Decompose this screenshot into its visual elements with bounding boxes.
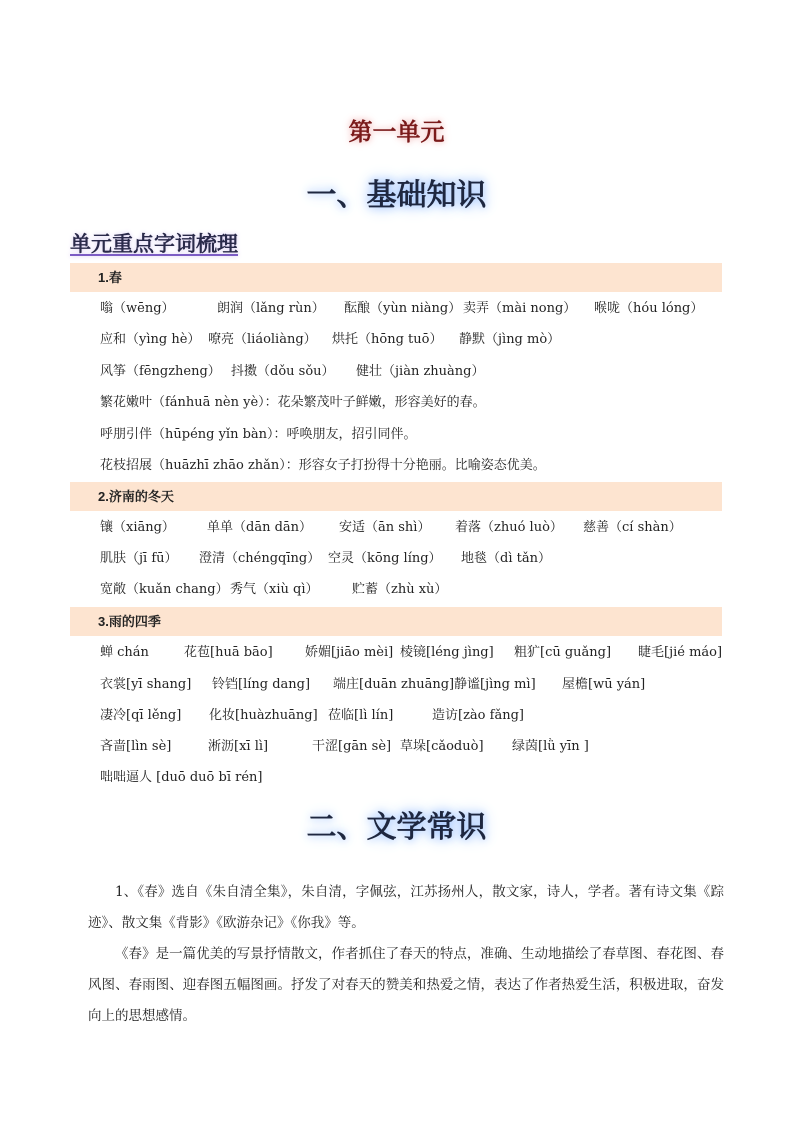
vocab-item: 朗润（lǎng rùn）: [217, 301, 325, 316]
vocab-item: 嘹亮（liáoliàng）: [208, 332, 317, 347]
vocab-item: 粗犷[cū guǎng]: [514, 645, 612, 660]
vocab-item: 宽敞（kuǎn chang）: [100, 582, 229, 597]
vocab-item: 肌肤（jī fū）: [100, 551, 178, 566]
vocab-item: 咄咄逼人 [duō duō bī rén]: [100, 770, 263, 785]
vocab-item: 端庄[duān zhuāng]: [333, 677, 455, 692]
vocab-item: 蝉 chán: [100, 645, 149, 660]
vocab-item: 娇媚[jiāo mèi]: [305, 645, 394, 660]
vocab-item: 卖弄（mài nong）: [463, 301, 577, 316]
vocab-item: 秀气（xiù qì）: [230, 582, 319, 597]
vocab-item: 静默（jìng mò）: [459, 332, 561, 347]
vocab-item: 着落（zhuó luò）: [455, 520, 563, 535]
vocab-item: 铃铛[líng dang]: [212, 677, 311, 692]
group-header-spring: 1.春: [70, 263, 722, 292]
vocab-item: 化妆[huàzhuāng]: [209, 708, 318, 723]
vocab-item: 酝酿（yùn niàng）: [344, 301, 462, 316]
vocab-item: 单单（dān dān）: [207, 520, 313, 535]
vocab-item: 凄冷[qī lěng]: [100, 708, 182, 723]
vocab-item: 贮蓄（zhù xù）: [352, 582, 448, 597]
vocab-item: 烘托（hōng tuō）: [332, 332, 443, 347]
vocab-item: 屋檐[wū yán]: [562, 677, 646, 692]
vocab-item: 嗡（wēng）: [100, 301, 175, 316]
vocab-item: 造访[zào fǎng]: [432, 708, 524, 723]
vocab-item: 抖擞（dǒu sǒu）: [231, 364, 335, 379]
vocab-item: 喉咙（hóu lóng）: [594, 301, 704, 316]
vocab-item: 慈善（cí shàn）: [583, 520, 682, 535]
vocab-item: 草垛[cǎoduò]: [400, 739, 484, 754]
vocab-item: 干涩[gān sè]: [312, 739, 392, 754]
literary-paragraph: 《春》是一篇优美的写景抒情散文，作者抓住了春天的特点，准确、生动地描绘了春草图、春花图、春风图、春雨图、迎春图五幅图画。抒发了对春天的赞美和热爱之情，表达了作者热爱生活，积极进取，奋发向上的思想感情。: [88, 946, 724, 1024]
vocab-item: 健壮（jiàn zhuàng）: [356, 364, 485, 379]
section-title-basic-knowledge: 一、基础知识: [306, 178, 487, 213]
unit-title: 第一单元: [348, 118, 445, 146]
vocab-item: 应和（yìng hè）: [100, 332, 201, 347]
vocab-item: 地毯（dì tǎn）: [461, 551, 551, 566]
vocab-item: 花苞[huā bāo]: [184, 645, 273, 660]
group-header-rain-seasons: 3.雨的四季: [70, 607, 722, 636]
vocab-item: 淅沥[xī lì]: [208, 739, 269, 754]
vocab-item: 镶（xiāng）: [100, 520, 175, 535]
vocab-item: 空灵（kōng líng）: [328, 551, 442, 566]
vocab-item: 睫毛[jié máo]: [638, 645, 723, 660]
vocab-item: 棱镜[léng jìng]: [400, 645, 494, 660]
group-header-jinan-winter: 2.济南的冬天: [70, 482, 722, 511]
vocab-item: 吝啬[lìn sè]: [100, 739, 172, 754]
idiom-item: 呼朋引伴（hūpéng yǐn bàn）：呼唤朋友，招引同伴。: [100, 427, 417, 442]
vocab-item: 衣裳[yī shang]: [100, 677, 192, 692]
idiom-item: 繁花嫩叶（fánhuā nèn yè）：花朵繁茂叶子鲜嫩，形容美好的春。: [100, 395, 486, 410]
vocab-item: 绿茵[lǜ yīn ]: [512, 739, 589, 754]
vocab-item: 澄清（chéngqīng）: [199, 551, 321, 566]
idiom-item: 花枝招展（huāzhī zhāo zhǎn）：形容女子打扮得十分艳丽。比喻姿态优美。: [100, 458, 546, 473]
vocab-item: 静谧[jìng mì]: [454, 677, 536, 692]
vocab-item: 风筝（fēngzheng）: [100, 364, 221, 379]
vocab-item: 安适（ān shì）: [339, 520, 431, 535]
section-title-literary-knowledge: 二、文学常识: [306, 810, 487, 845]
subsection-title-key-words: 单元重点字词梳理: [70, 232, 238, 256]
literary-paragraph: 1、《春》选自《朱自清全集》，朱自清，字佩弦，江苏扬州人，散文家，诗人，学者。著有诗文集《踪迹》、散文集《背影》《欧游杂记》《你我》等。: [88, 884, 724, 931]
vocab-item: 莅临[lì lín]: [328, 708, 394, 723]
